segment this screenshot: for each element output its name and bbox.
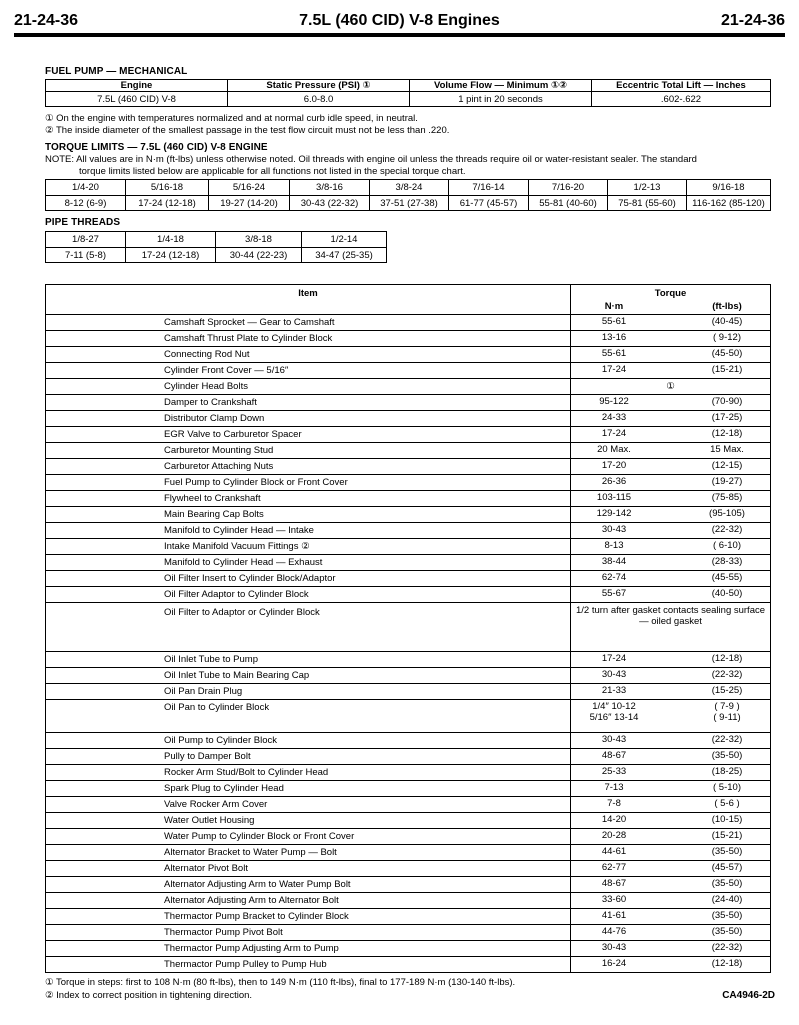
torque-ftlbs: (35-50): [711, 878, 743, 889]
item-name: Manifold to Cylinder Head — Intake: [46, 523, 571, 539]
torque-value: [571, 925, 771, 941]
torque-value: [571, 781, 771, 797]
torque-value: [571, 539, 771, 555]
item-name: Alternator Bracket to Water Pump — Bolt: [46, 845, 571, 861]
item-name: Rocker Arm Stud/Bolt to Cylinder Head: [46, 765, 571, 781]
torque-value: [571, 347, 771, 363]
item-name: Thermactor Pump Pivot Bolt: [46, 925, 571, 941]
item-name: Fuel Pump to Cylinder Block or Front Cover: [46, 475, 571, 491]
torque-nm: 129-142: [596, 508, 632, 519]
torque-value: [571, 861, 771, 877]
thread-size: 7/16-14: [449, 180, 529, 196]
item-name: Distributor Clamp Down: [46, 411, 571, 427]
pipe-torque: 34-47 (25-35): [302, 248, 387, 263]
torque-value: [571, 941, 771, 957]
torque-value: [571, 379, 771, 395]
table-row: [46, 427, 771, 443]
ftlbs-label: (ft-lbs): [712, 301, 742, 312]
torque-value: [571, 829, 771, 845]
pipe-threads-title: PIPE THREADS: [45, 217, 121, 228]
item-name: Thermactor Pump Pulley to Pump Hub: [46, 957, 571, 973]
item-name: Oil Inlet Tube to Pump: [46, 652, 571, 668]
header-rule: [14, 33, 785, 37]
pipe-threads-table: [45, 231, 387, 263]
torque-nm: 62-74: [601, 572, 627, 583]
footnote-2: ② Index to correct position in tightening direction.: [45, 990, 253, 1001]
torque-value: [571, 877, 771, 893]
torque-nm: 103-115: [596, 492, 632, 503]
torque-nm: 95-122: [599, 396, 629, 407]
torque-value: [571, 684, 771, 700]
item-name: Main Bearing Cap Bolts: [46, 507, 571, 523]
torque-value: [571, 475, 771, 491]
thread-torque: 61-77 (45-57): [449, 196, 529, 211]
torque-nm: 17-24: [601, 364, 627, 375]
torque-value: [571, 668, 771, 684]
table-row: [46, 749, 771, 765]
thread-torque: 19-27 (14-20): [209, 196, 290, 211]
torque-nm: 17-20: [601, 460, 627, 471]
torque-value: [571, 523, 771, 539]
page-number-left: 21-24-36: [14, 12, 79, 29]
torque-ftlbs: (12-18): [711, 653, 743, 664]
torque-nm-line: 1/4″ 10-12: [592, 701, 636, 712]
table-row: [46, 668, 771, 684]
pipe-torque: 7-11 (5-8): [46, 248, 126, 263]
footnote-1: ① Torque in steps: first to 108 N·m (80 ft-lbs), then to 149 N·m (110 ft-lbs), final to 177-189 N·m (130-140 ft-lbs).: [45, 977, 516, 988]
torque-nm: 30-43: [601, 669, 627, 680]
torque-ftlbs: (45-55): [711, 572, 743, 583]
table-row: [46, 733, 771, 749]
thread-size: 3/8-24: [370, 180, 449, 196]
torque-value: [571, 893, 771, 909]
thread-torque: 8-12 (6-9): [46, 196, 126, 211]
torque-ftlbs: ( 6-10): [713, 540, 741, 551]
item-name: Oil Pan to Cylinder Block: [46, 700, 571, 733]
torque-ftlbs: (19-27): [711, 476, 743, 487]
item-name: Carburetor Mounting Stud: [46, 443, 571, 459]
page-header: [14, 10, 785, 32]
torque-value: [571, 700, 771, 733]
thread-torque: 37-51 (27-38): [370, 196, 449, 211]
item-name: Valve Rocker Arm Cover: [46, 797, 571, 813]
item-name: Damper to Crankshaft: [46, 395, 571, 411]
torque-value: [571, 427, 771, 443]
table-row: [46, 861, 771, 877]
pipe-torque: 17-24 (12-18): [126, 248, 216, 263]
fuel-pump-header: Eccentric Total Lift — Inches: [592, 80, 771, 92]
table-row: [46, 603, 771, 652]
torque-ftlbs: (35-50): [711, 750, 743, 761]
table-row: [46, 571, 771, 587]
torque-value: [571, 652, 771, 668]
item-name: Manifold to Cylinder Head — Exhaust: [46, 555, 571, 571]
torque-value: [571, 603, 771, 652]
torque-nm: 25-33: [601, 766, 627, 777]
torque-ftlbs: (12-18): [711, 428, 743, 439]
torque-nm: 14-20: [601, 814, 627, 825]
torque-nm-line: 5/16″ 13-14: [589, 712, 639, 723]
table-row: [46, 845, 771, 861]
table-row: [46, 539, 771, 555]
torque-nm: 44-61: [601, 846, 627, 857]
fuel-pump-note-2: ② The inside diameter of the smallest passage in the test flow circuit must not be less than .220.: [45, 125, 450, 136]
torque-value: [571, 411, 771, 427]
torque-nm: 41-61: [601, 910, 627, 921]
torque-nm: 8-13: [604, 540, 624, 551]
item-name: Flywheel to Crankshaft: [46, 491, 571, 507]
torque-ftlbs: ( 9-12): [713, 332, 741, 343]
fuel-pump-cell: .602-.622: [592, 92, 771, 107]
torque-nm: 30-43: [601, 734, 627, 745]
table-row: [46, 893, 771, 909]
torque-ftlbs: 15 Max.: [710, 444, 744, 455]
table-row: [46, 941, 771, 957]
item-name: Oil Filter Adaptor to Cylinder Block: [46, 587, 571, 603]
table-row: [46, 507, 771, 523]
torque-value: [571, 813, 771, 829]
item-name: Oil Pan Drain Plug: [46, 684, 571, 700]
torque-value: [571, 957, 771, 973]
table-row: [46, 347, 771, 363]
torque-ftlbs: (24-40): [711, 894, 743, 905]
torque-ftlbs: (35-50): [711, 926, 743, 937]
torque-value: [571, 587, 771, 603]
table-row: [46, 829, 771, 845]
torque-ftlbs: (10-15): [711, 814, 743, 825]
torque-value: [571, 797, 771, 813]
torque-value: [571, 443, 771, 459]
torque-nm: 24-33: [601, 412, 627, 423]
torque-ftlbs: (40-50): [711, 588, 743, 599]
item-name: Connecting Rod Nut: [46, 347, 571, 363]
table-row: [46, 765, 771, 781]
item-name: Alternator Adjusting Arm to Water Pump Bolt: [46, 877, 571, 893]
torque-ftlbs: (12-18): [711, 958, 743, 969]
pipe-size: 1/4-18: [126, 232, 216, 248]
thread-size: 9/16-18: [687, 180, 771, 196]
torque-ftlbs: (17-25): [711, 412, 743, 423]
item-name: Carburetor Attaching Nuts: [46, 459, 571, 475]
torque-ftlbs: (15-21): [711, 364, 743, 375]
torque-ftlbs: (95-105): [709, 508, 745, 519]
thread-size: 1/2-13: [608, 180, 687, 196]
torque-value: [571, 363, 771, 379]
torque-nm: 44-76: [601, 926, 627, 937]
torque-nm: 55-61: [601, 348, 627, 359]
table-row: [46, 877, 771, 893]
pipe-size: 1/8-27: [46, 232, 126, 248]
item-name: Thermactor Pump Bracket to Cylinder Block: [46, 909, 571, 925]
table-row: [46, 475, 771, 491]
table-row: [46, 395, 771, 411]
torque-ftlbs: (22-32): [711, 734, 743, 745]
item-name: Thermactor Pump Adjusting Arm to Pump: [46, 941, 571, 957]
torque-instruction: 1/2 turn after gasket contacts sealing surface — oiled gasket: [575, 605, 766, 627]
fuel-pump-cell: 6.0-8.0: [228, 92, 410, 107]
torque-value: [571, 909, 771, 925]
torque-value: [571, 555, 771, 571]
fuel-pump-note-1: ① On the engine with temperatures normalized and at normal curb idle speed, in neutral.: [45, 113, 418, 124]
torque-ftlbs-line: ( 9-11): [713, 712, 741, 723]
torque-value: [571, 845, 771, 861]
torque-ftlbs-stacked: [684, 701, 770, 723]
torque-nm-stacked: [571, 701, 657, 723]
torque-nm: 55-61: [601, 316, 627, 327]
table-row: [46, 587, 771, 603]
item-name: EGR Valve to Carburetor Spacer: [46, 427, 571, 443]
item-name: Camshaft Sprocket — Gear to Camshaft: [46, 315, 571, 331]
torque-value: [571, 315, 771, 331]
torque-nm: 17-24: [601, 653, 627, 664]
pipe-torque: 30-44 (22-23): [216, 248, 302, 263]
item-name: Oil Filter Insert to Cylinder Block/Adaptor: [46, 571, 571, 587]
thread-size: 1/4-20: [46, 180, 126, 196]
page-title: 7.5L (460 CID) V-8 Engines: [299, 12, 500, 29]
table-row: [46, 555, 771, 571]
fuel-pump-title: FUEL PUMP — MECHANICAL: [45, 66, 188, 77]
item-name: Oil Filter to Adaptor or Cylinder Block: [46, 603, 571, 652]
page-number-right: 21-24-36: [720, 12, 785, 29]
torque-ftlbs: (75-85): [711, 492, 743, 503]
table-row: [46, 684, 771, 700]
thread-size: 7/16-20: [529, 180, 608, 196]
torque-value: [571, 331, 771, 347]
torque-ftlbs-line: ( 7-9 ): [714, 701, 740, 712]
torque-ftlbs: (22-32): [711, 942, 743, 953]
table-row: [46, 363, 771, 379]
thread-torque: 75-81 (55-60): [608, 196, 687, 211]
table-row: [46, 379, 771, 395]
torque-value: [571, 571, 771, 587]
item-name: Camshaft Thrust Plate to Cylinder Block: [46, 331, 571, 347]
torque-spec-table: [45, 284, 771, 973]
torque-ftlbs: (45-50): [711, 348, 743, 359]
fuel-pump-cell: 7.5L (460 CID) V-8: [46, 92, 228, 107]
torque-nm: 7-8: [607, 798, 621, 809]
torque-ftlbs: (35-50): [711, 910, 743, 921]
item-name: Cylinder Front Cover — 5/16″: [46, 363, 571, 379]
torque-ftlbs: (12-15): [711, 460, 743, 471]
fuel-pump-table: [45, 79, 771, 107]
torque-nm: 30-43: [601, 942, 627, 953]
torque-nm: 17-24: [601, 428, 627, 439]
item-name: Spark Plug to Cylinder Head: [46, 781, 571, 797]
item-column-header: Item: [46, 285, 571, 315]
torque-nm: 62-77: [601, 862, 627, 873]
torque-ftlbs: (18-25): [711, 766, 743, 777]
torque-spec-body: [46, 315, 771, 973]
torque-ftlbs: (28-33): [711, 556, 743, 567]
table-row: [46, 652, 771, 668]
item-name: Cylinder Head Bolts: [46, 379, 571, 395]
item-name: Water Outlet Housing: [46, 813, 571, 829]
torque-nm: 33-60: [601, 894, 627, 905]
table-row: [46, 491, 771, 507]
fuel-pump-header: Engine: [46, 80, 228, 92]
thread-size: 3/8-16: [290, 180, 370, 196]
torque-value: [571, 459, 771, 475]
table-row: [46, 700, 771, 733]
torque-value: [571, 733, 771, 749]
thread-torque: 55-81 (40-60): [529, 196, 608, 211]
torque-ftlbs: (70-90): [711, 396, 743, 407]
torque-limits-title: TORQUE LIMITS — 7.5L (460 CID) V-8 ENGINE: [45, 142, 268, 153]
torque-ftlbs: (45-57): [711, 862, 743, 873]
torque-nm: 21-33: [601, 685, 627, 696]
table-row: [46, 925, 771, 941]
thread-torque: 30-43 (22-32): [290, 196, 370, 211]
torque-ftlbs: (22-32): [711, 669, 743, 680]
thread-size: 5/16-18: [126, 180, 209, 196]
torque-nm: 38-44: [601, 556, 627, 567]
table-row: [46, 443, 771, 459]
torque-value: [571, 749, 771, 765]
torque-ftlbs: (15-25): [711, 685, 743, 696]
item-name: Alternator Adjusting Arm to Alternator Bolt: [46, 893, 571, 909]
pipe-size: 1/2-14: [302, 232, 387, 248]
torque-nm: 48-67: [601, 750, 627, 761]
item-name: Alternator Pivot Bolt: [46, 861, 571, 877]
torque-value: [571, 507, 771, 523]
torque-ftlbs: ( 5-6 ): [714, 798, 740, 809]
torque-nm: 13-16: [601, 332, 627, 343]
thread-torque: 17-24 (12-18): [126, 196, 209, 211]
torque-nm: 48-67: [601, 878, 627, 889]
table-row: [46, 909, 771, 925]
torque-ftlbs: ( 5-10): [713, 782, 741, 793]
torque-nm: 7-13: [604, 782, 624, 793]
torque-ftlbs: (40-45): [711, 316, 743, 327]
torque-nm: 16-24: [601, 958, 627, 969]
table-row: [46, 331, 771, 347]
table-row: [46, 315, 771, 331]
item-name: Intake Manifold Vacuum Fittings ②: [46, 539, 571, 555]
torque-value: [571, 491, 771, 507]
thread-torque: 116-162 (85-120): [687, 196, 771, 211]
table-row: [46, 781, 771, 797]
fuel-pump-header: Volume Flow — Minimum ①②: [410, 80, 592, 92]
torque-ftlbs: (35-50): [711, 846, 743, 857]
table-row: [46, 523, 771, 539]
torque-value: [571, 765, 771, 781]
figure-code: CA4946-2D: [722, 990, 775, 1001]
torque-ftlbs: (15-21): [711, 830, 743, 841]
table-row: [46, 797, 771, 813]
pipe-size: 3/8-18: [216, 232, 302, 248]
table-row: [46, 957, 771, 973]
table-row: [46, 813, 771, 829]
torque-label: Torque: [654, 288, 687, 299]
thread-size: 5/16-24: [209, 180, 290, 196]
torque-nm: 30-43: [601, 524, 627, 535]
item-name: Oil Pump to Cylinder Block: [46, 733, 571, 749]
item-name: Pully to Damper Bolt: [46, 749, 571, 765]
torque-nm: 55-67: [601, 588, 627, 599]
torque-nm: 20-28: [601, 830, 627, 841]
torque-limits-note-1: NOTE: All values are in N·m (ft-lbs) unless otherwise noted. Oil threads with engine oil unless the threads require oil or water-resistant sealer. The standard: [45, 154, 697, 165]
torque-nm: 20 Max.: [597, 444, 631, 455]
torque-nm: 26-36: [601, 476, 627, 487]
item-name: Water Pump to Cylinder Block or Front Cover: [46, 829, 571, 845]
torque-limits-table: [45, 179, 771, 211]
fuel-pump-cell: 1 pint in 20 seconds: [410, 92, 592, 107]
torque-footnote-ref: ①: [666, 381, 675, 392]
item-name: Oil Inlet Tube to Main Bearing Cap: [46, 668, 571, 684]
torque-limits-note-2: torque limits listed below are applicable for all functions not listed in the special torque chart.: [79, 166, 466, 177]
fuel-pump-header: Static Pressure (PSI) ①: [228, 80, 410, 92]
table-row: [46, 411, 771, 427]
table-row: [46, 459, 771, 475]
torque-column-header: [571, 285, 771, 315]
torque-ftlbs: (22-32): [711, 524, 743, 535]
nm-label: N·m: [604, 301, 624, 312]
torque-value: [571, 395, 771, 411]
